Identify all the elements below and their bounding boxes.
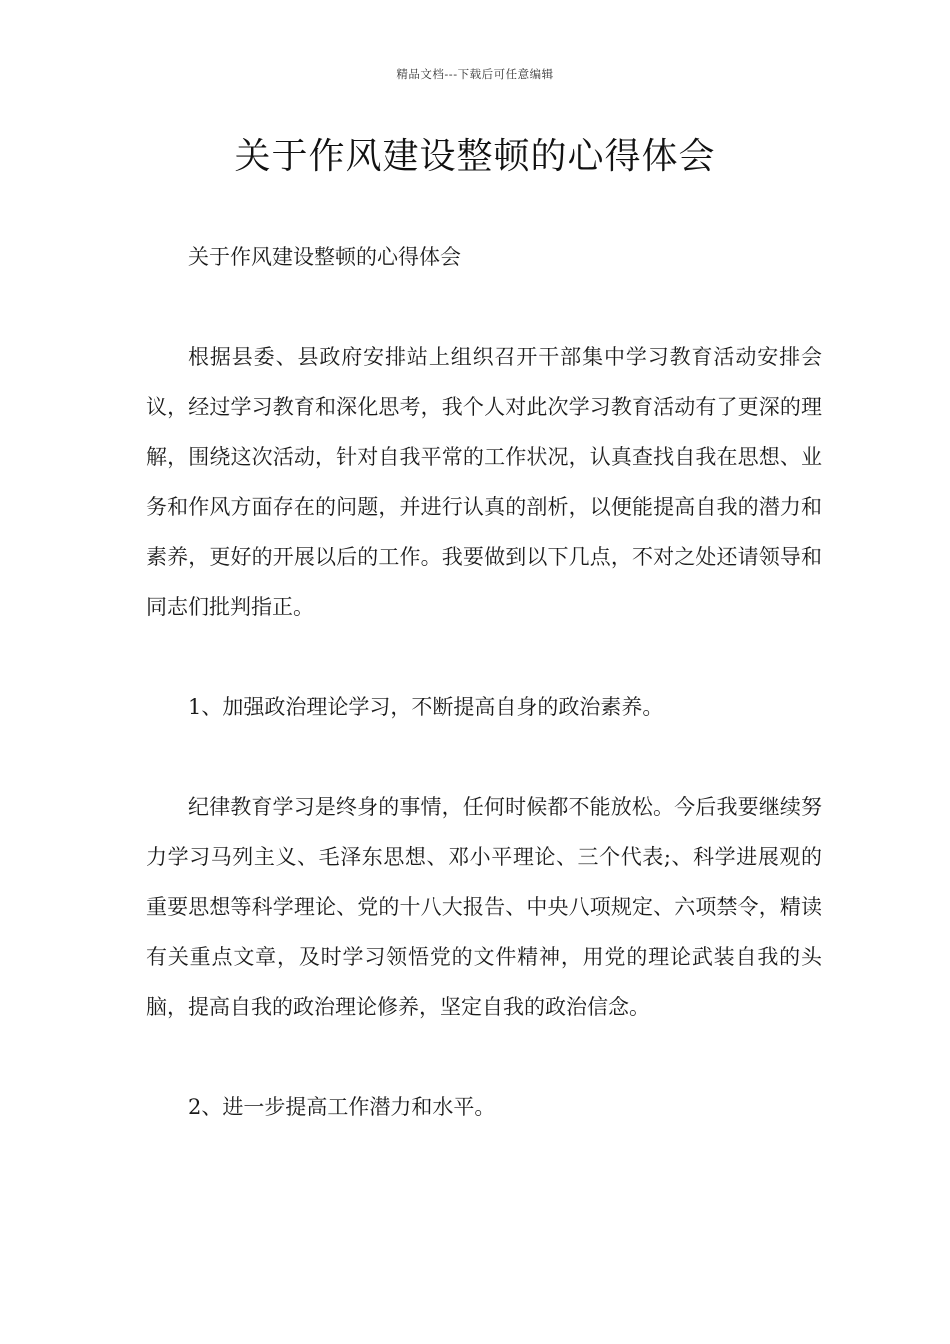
- subtitle-paragraph: 关于作风建设整顿的心得体会: [188, 245, 461, 269]
- document-body: [146, 232, 822, 1132]
- section-heading-2: 2、进一步提高工作潜力和水平。: [188, 1095, 496, 1119]
- header-note: 精品文档---下载后可任意编辑: [396, 67, 554, 81]
- section-1-paragraph: 纪律教育学习是终身的事情，任何时候都不能放松。今后我要继续努力学习马列主义、毛泽东思想、邓小平理论、三个代表;、科学进展观的重要思想等科学理论、党的十八大报告、中央八项规定、六项禁令，精读有关重点文章，及时学习领悟党的文件精神，用党的理论武装自我的头脑，提高自我的政治理论修养，坚定自我的政治信念。: [146, 795, 822, 1019]
- section-heading-1: 1、加强政治理论学习，不断提高自身的政治素养。: [188, 695, 664, 719]
- intro-paragraph: 根据县委、县政府安排站上组织召开干部集中学习教育活动安排会议，经过学习教育和深化思考，我个人对此次学习教育活动有了更深的理解，围绕这次活动，针对自我平常的工作状况，认真查找自我在思想、业务和作风方面存在的问题，并进行认真的剖析，以便能提高自我的潜力和素养，更好的开展以后的工作。我要做到以下几点，不对之处还请领导和同志们批判指正。: [146, 345, 822, 619]
- document-title: 关于作风建设整顿的心得体会: [234, 136, 716, 177]
